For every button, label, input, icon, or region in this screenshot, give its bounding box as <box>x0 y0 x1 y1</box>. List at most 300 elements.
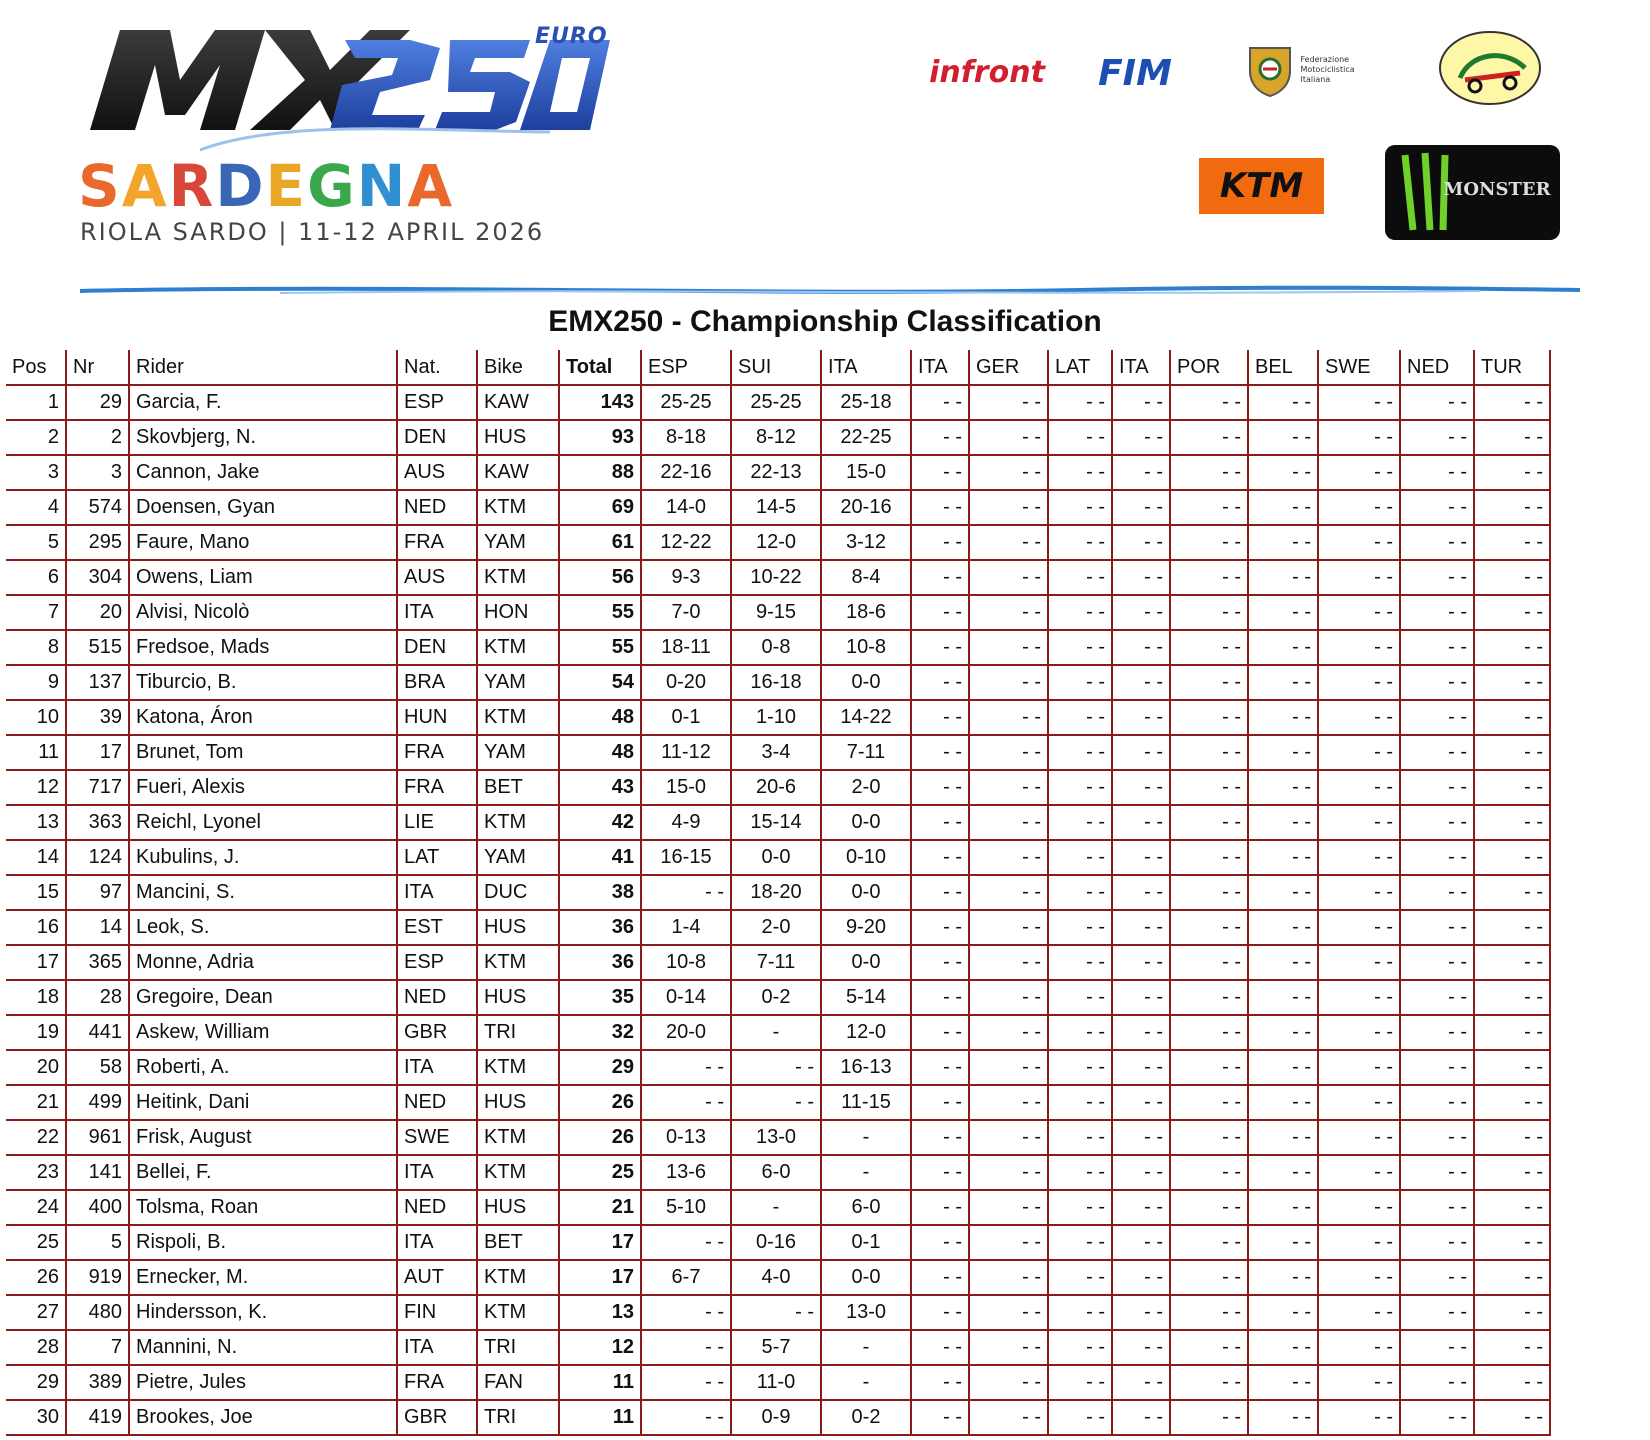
table-header-row <box>6 350 1550 385</box>
empty-result-cell: - - <box>911 1155 969 1190</box>
round-result-cell: 0-0 <box>821 875 911 910</box>
empty-result-cell: - - <box>1248 770 1318 805</box>
rider-cell: Ernecker, M. <box>129 1260 397 1295</box>
empty-result-cell: - - <box>1248 1260 1318 1295</box>
round-result-cell: - - <box>641 875 731 910</box>
empty-result-cell: - - <box>911 700 969 735</box>
empty-result-cell: - - <box>1248 735 1318 770</box>
empty-result-cell: - - <box>1248 805 1318 840</box>
column-header: Pos <box>6 350 66 385</box>
empty-result-cell: - - <box>1474 1085 1550 1120</box>
empty-result-cell: - - <box>1474 665 1550 700</box>
empty-result-cell: - - <box>1048 1295 1112 1330</box>
round-result-cell: 18-20 <box>731 875 821 910</box>
number-cell: 389 <box>66 1365 129 1400</box>
round-result-cell: 18-11 <box>641 630 731 665</box>
empty-result-cell: - - <box>1170 1260 1248 1295</box>
empty-result-cell: - - <box>1474 490 1550 525</box>
table-row <box>6 875 1550 910</box>
position-cell: 4 <box>6 490 66 525</box>
empty-result-cell: - - <box>969 945 1048 980</box>
round-result-cell: 0-8 <box>731 630 821 665</box>
round-result-cell: 10-8 <box>821 630 911 665</box>
fim-logo: FIM <box>1098 52 1172 94</box>
empty-result-cell: - - <box>1048 805 1112 840</box>
monster-text: MONSTER <box>1443 179 1551 200</box>
empty-result-cell: - - <box>1474 595 1550 630</box>
empty-result-cell: - - <box>911 805 969 840</box>
empty-result-cell: - - <box>1112 455 1170 490</box>
round-result-cell: - <box>821 1120 911 1155</box>
empty-result-cell: - - <box>1248 525 1318 560</box>
empty-result-cell: - - <box>1474 1330 1550 1365</box>
table-row <box>6 980 1550 1015</box>
table-row <box>6 1050 1550 1085</box>
empty-result-cell: - - <box>1474 700 1550 735</box>
number-cell: 480 <box>66 1295 129 1330</box>
round-result-cell: 16-15 <box>641 840 731 875</box>
empty-result-cell: - - <box>1170 1400 1248 1435</box>
column-header: Nat. <box>397 350 477 385</box>
table-row <box>6 1365 1550 1400</box>
event-name-letter: S <box>78 152 122 220</box>
column-header: NED <box>1400 350 1474 385</box>
round-result-cell: 0-20 <box>641 665 731 700</box>
round-result-cell: 1-4 <box>641 910 731 945</box>
empty-result-cell: - - <box>1248 875 1318 910</box>
empty-result-cell: - - <box>1048 1015 1112 1050</box>
bike-cell: KTM <box>477 1295 559 1330</box>
round-result-cell: 15-14 <box>731 805 821 840</box>
empty-result-cell: - - <box>911 630 969 665</box>
table-row <box>6 840 1550 875</box>
empty-result-cell: - - <box>1400 1330 1474 1365</box>
empty-result-cell: - - <box>1048 560 1112 595</box>
position-cell: 27 <box>6 1295 66 1330</box>
empty-result-cell: - - <box>1248 595 1318 630</box>
empty-result-cell: - - <box>1318 385 1400 420</box>
empty-result-cell: - - <box>1048 525 1112 560</box>
empty-result-cell: - - <box>1048 840 1112 875</box>
number-cell: 574 <box>66 490 129 525</box>
empty-result-cell: - - <box>1170 1295 1248 1330</box>
position-cell: 19 <box>6 1015 66 1050</box>
nation-cell: ITA <box>397 595 477 630</box>
number-cell: 14 <box>66 910 129 945</box>
position-cell: 7 <box>6 595 66 630</box>
empty-result-cell: - - <box>911 875 969 910</box>
round-result-cell: 9-3 <box>641 560 731 595</box>
rider-cell: Skovbjerg, N. <box>129 420 397 455</box>
round-result-cell: 5-7 <box>731 1330 821 1365</box>
empty-result-cell: - - <box>1112 1295 1170 1330</box>
empty-result-cell: - - <box>969 630 1048 665</box>
total-cell: 35 <box>559 980 641 1015</box>
round-result-cell: 0-13 <box>641 1120 731 1155</box>
column-header: GER <box>969 350 1048 385</box>
rider-cell: Reichl, Lyonel <box>129 805 397 840</box>
round-result-cell: 12-0 <box>731 525 821 560</box>
nation-cell: NED <box>397 980 477 1015</box>
round-result-cell: 7-11 <box>821 735 911 770</box>
table-row <box>6 700 1550 735</box>
empty-result-cell: - - <box>1318 805 1400 840</box>
position-cell: 26 <box>6 1260 66 1295</box>
round-result-cell: 2-0 <box>731 910 821 945</box>
empty-result-cell: - - <box>1248 1015 1318 1050</box>
round-result-cell: 11-0 <box>731 1365 821 1400</box>
table-row <box>6 385 1550 420</box>
position-cell: 15 <box>6 875 66 910</box>
round-result-cell: 10-8 <box>641 945 731 980</box>
empty-result-cell: - - <box>1248 1330 1318 1365</box>
empty-result-cell: - - <box>1170 1365 1248 1400</box>
empty-result-cell: - - <box>1048 665 1112 700</box>
nation-cell: FRA <box>397 1365 477 1400</box>
empty-result-cell: - - <box>1112 1190 1170 1225</box>
empty-result-cell: - - <box>969 490 1048 525</box>
empty-result-cell: - - <box>1112 420 1170 455</box>
bike-cell: BET <box>477 770 559 805</box>
empty-result-cell: - - <box>1048 980 1112 1015</box>
empty-result-cell: - - <box>911 1190 969 1225</box>
empty-result-cell: - - <box>1400 1050 1474 1085</box>
empty-result-cell: - - <box>1170 1120 1248 1155</box>
empty-result-cell: - - <box>1248 1225 1318 1260</box>
position-cell: 18 <box>6 980 66 1015</box>
championship-table <box>6 350 1551 1436</box>
number-cell: 5 <box>66 1225 129 1260</box>
empty-result-cell: - - <box>1048 1400 1112 1435</box>
position-cell: 30 <box>6 1400 66 1435</box>
position-cell: 14 <box>6 840 66 875</box>
total-cell: 11 <box>559 1365 641 1400</box>
position-cell: 10 <box>6 700 66 735</box>
nation-cell: EST <box>397 910 477 945</box>
empty-result-cell: - - <box>1400 770 1474 805</box>
column-header: Rider <box>129 350 397 385</box>
round-result-cell: 6-0 <box>821 1190 911 1225</box>
total-cell: 143 <box>559 385 641 420</box>
round-result-cell: 3-4 <box>731 735 821 770</box>
column-header: BEL <box>1248 350 1318 385</box>
column-header: ESP <box>641 350 731 385</box>
round-result-cell: 9-15 <box>731 595 821 630</box>
rider-cell: Tolsma, Roan <box>129 1190 397 1225</box>
round-result-cell: 0-2 <box>821 1400 911 1435</box>
empty-result-cell: - - <box>969 875 1048 910</box>
number-cell: 58 <box>66 1050 129 1085</box>
number-cell: 295 <box>66 525 129 560</box>
round-result-cell: 0-0 <box>821 665 911 700</box>
event-subtitle: RIOLA SARDO | 11-12 APRIL 2026 <box>80 218 545 246</box>
empty-result-cell: - - <box>969 910 1048 945</box>
empty-result-cell: - - <box>1048 1225 1112 1260</box>
round-result-cell: 1-10 <box>731 700 821 735</box>
bike-cell: KTM <box>477 700 559 735</box>
nation-cell: ITA <box>397 1330 477 1365</box>
total-cell: 43 <box>559 770 641 805</box>
bike-cell: YAM <box>477 735 559 770</box>
number-cell: 419 <box>66 1400 129 1435</box>
empty-result-cell: - - <box>1474 735 1550 770</box>
empty-result-cell: - - <box>1048 490 1112 525</box>
round-result-cell: 14-0 <box>641 490 731 525</box>
nation-cell: HUN <box>397 700 477 735</box>
empty-result-cell: - - <box>1112 770 1170 805</box>
empty-result-cell: - - <box>969 1330 1048 1365</box>
empty-result-cell: - - <box>911 1260 969 1295</box>
empty-result-cell: - - <box>969 560 1048 595</box>
table-row <box>6 1330 1550 1365</box>
empty-result-cell: - - <box>1400 1225 1474 1260</box>
round-result-cell: 11-15 <box>821 1085 911 1120</box>
round-result-cell: 25-18 <box>821 385 911 420</box>
total-cell: 13 <box>559 1295 641 1330</box>
empty-result-cell: - - <box>1048 1365 1112 1400</box>
empty-result-cell: - - <box>1474 1120 1550 1155</box>
empty-result-cell: - - <box>1474 910 1550 945</box>
empty-result-cell: - - <box>1318 1015 1400 1050</box>
round-result-cell: - - <box>641 1225 731 1260</box>
table-row <box>6 1120 1550 1155</box>
nation-cell: LIE <box>397 805 477 840</box>
monster-claw-icon <box>1385 145 1560 240</box>
total-cell: 11 <box>559 1400 641 1435</box>
empty-result-cell: - - <box>911 840 969 875</box>
empty-result-cell: - - <box>1048 455 1112 490</box>
nation-cell: GBR <box>397 1400 477 1435</box>
empty-result-cell: - - <box>1400 455 1474 490</box>
number-cell: 29 <box>66 385 129 420</box>
rider-cell: Faure, Mano <box>129 525 397 560</box>
table-row <box>6 945 1550 980</box>
empty-result-cell: - - <box>1248 455 1318 490</box>
empty-result-cell: - - <box>911 980 969 1015</box>
position-cell: 6 <box>6 560 66 595</box>
empty-result-cell: - - <box>1248 1120 1318 1155</box>
empty-result-cell: - - <box>1318 525 1400 560</box>
bike-cell: KTM <box>477 1050 559 1085</box>
table-row <box>6 525 1550 560</box>
rider-cell: Gregoire, Dean <box>129 980 397 1015</box>
empty-result-cell: - - <box>1474 1365 1550 1400</box>
empty-result-cell: - - <box>911 945 969 980</box>
round-result-cell: 0-0 <box>821 805 911 840</box>
empty-result-cell: - - <box>1318 665 1400 700</box>
number-cell: 499 <box>66 1085 129 1120</box>
event-name-letter: D <box>215 152 266 220</box>
empty-result-cell: - - <box>911 770 969 805</box>
empty-result-cell: - - <box>1248 1050 1318 1085</box>
empty-result-cell: - - <box>969 1260 1048 1295</box>
bike-cell: KTM <box>477 945 559 980</box>
rider-cell: Frisk, August <box>129 1120 397 1155</box>
motoclub-logo <box>1435 28 1545 108</box>
empty-result-cell: - - <box>1248 980 1318 1015</box>
event-name-letter: R <box>168 152 216 220</box>
empty-result-cell: - - <box>1474 840 1550 875</box>
column-header: TUR <box>1474 350 1550 385</box>
empty-result-cell: - - <box>1112 1260 1170 1295</box>
empty-result-cell: - - <box>1474 1190 1550 1225</box>
nation-cell: NED <box>397 490 477 525</box>
number-cell: 441 <box>66 1015 129 1050</box>
empty-result-cell: - - <box>1400 630 1474 665</box>
round-result-cell: 5-14 <box>821 980 911 1015</box>
empty-result-cell: - - <box>1112 1050 1170 1085</box>
empty-result-cell: - - <box>969 1190 1048 1225</box>
event-name-letter: G <box>307 152 357 220</box>
number-cell: 124 <box>66 840 129 875</box>
round-result-cell: 0-1 <box>641 700 731 735</box>
rider-cell: Hindersson, K. <box>129 1295 397 1330</box>
total-cell: 17 <box>559 1260 641 1295</box>
round-result-cell: 6-7 <box>641 1260 731 1295</box>
rider-cell: Monne, Adria <box>129 945 397 980</box>
empty-result-cell: - - <box>969 1050 1048 1085</box>
nation-cell: AUS <box>397 455 477 490</box>
event-name-letter: E <box>265 152 308 220</box>
round-result-cell: 22-25 <box>821 420 911 455</box>
round-result-cell: 2-0 <box>821 770 911 805</box>
empty-result-cell: - - <box>1400 420 1474 455</box>
round-result-cell: 6-0 <box>731 1155 821 1190</box>
empty-result-cell: - - <box>1112 525 1170 560</box>
round-result-cell: 16-13 <box>821 1050 911 1085</box>
table-row <box>6 1085 1550 1120</box>
bike-cell: FAN <box>477 1365 559 1400</box>
round-result-cell: 8-18 <box>641 420 731 455</box>
empty-result-cell: - - <box>1112 980 1170 1015</box>
position-cell: 24 <box>6 1190 66 1225</box>
empty-result-cell: - - <box>1400 1015 1474 1050</box>
bike-cell: DUC <box>477 875 559 910</box>
empty-result-cell: - - <box>1248 1085 1318 1120</box>
nation-cell: ESP <box>397 945 477 980</box>
round-result-cell: 13-6 <box>641 1155 731 1190</box>
empty-result-cell: - - <box>1318 910 1400 945</box>
round-result-cell: 5-10 <box>641 1190 731 1225</box>
position-cell: 20 <box>6 1050 66 1085</box>
empty-result-cell: - - <box>1474 1225 1550 1260</box>
nation-cell: FRA <box>397 525 477 560</box>
empty-result-cell: - - <box>1048 1120 1112 1155</box>
bike-cell: KTM <box>477 490 559 525</box>
rider-cell: Bellei, F. <box>129 1155 397 1190</box>
rider-cell: Fredsoe, Mads <box>129 630 397 665</box>
empty-result-cell: - - <box>1400 665 1474 700</box>
number-cell: 363 <box>66 805 129 840</box>
nation-cell: DEN <box>397 420 477 455</box>
empty-result-cell: - - <box>1248 560 1318 595</box>
nation-cell: ESP <box>397 385 477 420</box>
round-result-cell: 7-11 <box>731 945 821 980</box>
rider-cell: Alvisi, Nicolò <box>129 595 397 630</box>
total-cell: 26 <box>559 1120 641 1155</box>
number-cell: 515 <box>66 630 129 665</box>
empty-result-cell: - - <box>1170 525 1248 560</box>
round-result-cell: 14-22 <box>821 700 911 735</box>
header-swoosh <box>80 282 1580 298</box>
empty-result-cell: - - <box>1474 1050 1550 1085</box>
total-cell: 42 <box>559 805 641 840</box>
round-result-cell: 12-0 <box>821 1015 911 1050</box>
empty-result-cell: - - <box>1400 560 1474 595</box>
round-result-cell: 0-14 <box>641 980 731 1015</box>
empty-result-cell: - - <box>1170 1225 1248 1260</box>
empty-result-cell: - - <box>1048 1260 1112 1295</box>
empty-result-cell: - - <box>1112 665 1170 700</box>
rider-cell: Owens, Liam <box>129 560 397 595</box>
position-cell: 23 <box>6 1155 66 1190</box>
position-cell: 22 <box>6 1120 66 1155</box>
total-cell: 38 <box>559 875 641 910</box>
empty-result-cell: - - <box>911 525 969 560</box>
empty-result-cell: - - <box>1170 560 1248 595</box>
empty-result-cell: - - <box>1474 1260 1550 1295</box>
table-row <box>6 595 1550 630</box>
round-result-cell: 0-0 <box>821 945 911 980</box>
table-row <box>6 735 1550 770</box>
empty-result-cell: - - <box>1048 1190 1112 1225</box>
bike-cell: KAW <box>477 385 559 420</box>
empty-result-cell: - - <box>1112 840 1170 875</box>
empty-result-cell: - - <box>1048 770 1112 805</box>
empty-result-cell: - - <box>969 525 1048 560</box>
empty-result-cell: - - <box>1048 385 1112 420</box>
empty-result-cell: - - <box>969 980 1048 1015</box>
total-cell: 12 <box>559 1330 641 1365</box>
total-cell: 61 <box>559 525 641 560</box>
empty-result-cell: - - <box>1318 735 1400 770</box>
number-cell: 28 <box>66 980 129 1015</box>
empty-result-cell: - - <box>1318 1050 1400 1085</box>
empty-result-cell: - - <box>1400 805 1474 840</box>
bike-cell: TRI <box>477 1330 559 1365</box>
empty-result-cell: - - <box>911 1015 969 1050</box>
ktm-logo: KTM <box>1199 158 1324 214</box>
round-result-cell: - - <box>731 1085 821 1120</box>
empty-result-cell: - - <box>1248 420 1318 455</box>
empty-result-cell: - - <box>1318 1400 1400 1435</box>
position-cell: 25 <box>6 1225 66 1260</box>
round-result-cell: - - <box>641 1400 731 1435</box>
number-cell: 717 <box>66 770 129 805</box>
empty-result-cell: - - <box>1318 1365 1400 1400</box>
nation-cell: AUT <box>397 1260 477 1295</box>
number-cell: 400 <box>66 1190 129 1225</box>
empty-result-cell: - - <box>1248 490 1318 525</box>
empty-result-cell: - - <box>1170 700 1248 735</box>
column-header: SUI <box>731 350 821 385</box>
round-result-cell: - <box>821 1365 911 1400</box>
number-cell: 20 <box>66 595 129 630</box>
empty-result-cell: - - <box>1400 1260 1474 1295</box>
empty-result-cell: - - <box>1318 1260 1400 1295</box>
empty-result-cell: - - <box>1400 735 1474 770</box>
empty-result-cell: - - <box>969 770 1048 805</box>
total-cell: 36 <box>559 945 641 980</box>
empty-result-cell: - - <box>1318 1330 1400 1365</box>
table-row <box>6 455 1550 490</box>
position-cell: 2 <box>6 420 66 455</box>
number-cell: 365 <box>66 945 129 980</box>
empty-result-cell: - - <box>1048 1085 1112 1120</box>
round-result-cell: - <box>821 1330 911 1365</box>
empty-result-cell: - - <box>1248 1365 1318 1400</box>
round-result-cell: 8-4 <box>821 560 911 595</box>
